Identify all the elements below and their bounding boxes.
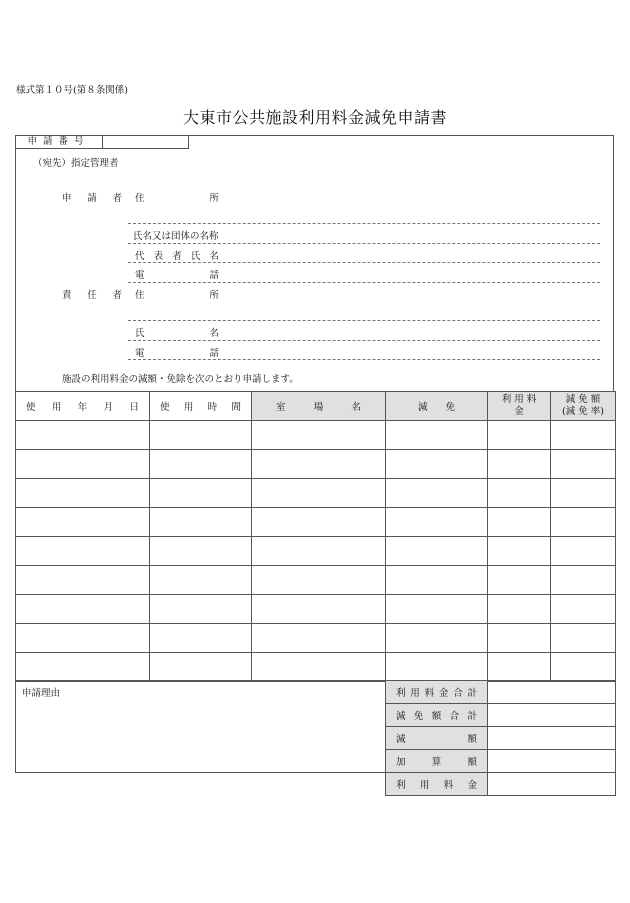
application-number-input[interactable] — [104, 135, 188, 149]
table-cell[interactable] — [488, 624, 551, 653]
summary-value[interactable] — [488, 704, 616, 727]
responsible-label: 責 任 者 — [62, 290, 122, 301]
table-cell[interactable] — [488, 595, 551, 624]
table-cell[interactable] — [252, 595, 386, 624]
table-cell[interactable] — [386, 450, 488, 479]
responsible-name-input[interactable] — [230, 323, 600, 338]
header-time: 使 用 時 間 — [150, 392, 252, 421]
table-cell[interactable] — [16, 595, 150, 624]
table-cell[interactable] — [386, 537, 488, 566]
summary-row — [16, 773, 616, 796]
summary-value[interactable] — [488, 750, 616, 773]
table-cell[interactable] — [252, 624, 386, 653]
table-cell[interactable] — [150, 595, 252, 624]
table-row — [16, 653, 616, 682]
summary-label: 利 用 料 金 合 計 — [386, 681, 488, 704]
header-fee: 利 用 料 金 — [488, 392, 551, 421]
divider — [128, 223, 600, 224]
table-cell[interactable] — [16, 479, 150, 508]
table-cell[interactable] — [16, 421, 150, 450]
statement: 施設の利用料金の減額・免除を次のとおり申請します。 — [62, 374, 299, 385]
table-cell[interactable] — [551, 624, 616, 653]
table-cell[interactable] — [16, 450, 150, 479]
table-cell[interactable] — [551, 653, 616, 682]
table-cell[interactable] — [16, 566, 150, 595]
responsible-name-label: 氏 名 — [135, 328, 219, 339]
applicant-name-label: 氏名又は団体の名称 — [133, 231, 219, 242]
table-cell[interactable] — [252, 566, 386, 595]
applicant-address-label: 住 所 — [135, 193, 219, 204]
summary-label: 加 算 額 — [386, 750, 488, 773]
applicant-address-input[interactable] — [230, 188, 600, 220]
applicant-phone-label: 電 話 — [135, 270, 219, 281]
summary-label: 減 額 — [386, 727, 488, 750]
table-cell[interactable] — [150, 537, 252, 566]
table-cell[interactable] — [252, 508, 386, 537]
table-cell[interactable] — [150, 421, 252, 450]
summary-label: 減 免 額 合 計 — [386, 704, 488, 727]
responsible-address-label: 住 所 — [135, 290, 219, 301]
table-cell[interactable] — [551, 421, 616, 450]
representative-input[interactable] — [230, 246, 600, 261]
representative-label: 代 表 者 氏 名 — [135, 251, 219, 262]
table-cell[interactable] — [488, 479, 551, 508]
table-cell[interactable] — [386, 566, 488, 595]
table-cell[interactable] — [150, 450, 252, 479]
table-row — [16, 508, 616, 537]
reason-label: 申請理由 — [22, 688, 61, 699]
reason-summary-table — [15, 680, 616, 796]
responsible-address-input[interactable] — [230, 285, 600, 317]
table-cell[interactable] — [386, 421, 488, 450]
table-cell[interactable] — [488, 566, 551, 595]
table-cell[interactable] — [16, 508, 150, 537]
table-cell[interactable] — [150, 566, 252, 595]
divider — [128, 340, 600, 341]
table-cell[interactable] — [252, 479, 386, 508]
table-cell[interactable] — [252, 537, 386, 566]
table-cell[interactable] — [386, 653, 488, 682]
divider — [128, 262, 600, 263]
form-number: 様式第１０号(第８条関係) — [16, 85, 128, 96]
table-cell[interactable] — [150, 479, 252, 508]
divider — [128, 320, 600, 321]
summary-row — [16, 681, 616, 704]
table-header-row — [16, 392, 616, 421]
summary-label: 利 用 料 金 — [386, 773, 488, 796]
page-title: 大東市公共施設利用料金減免申請書 — [182, 108, 447, 127]
table-cell[interactable] — [16, 537, 150, 566]
table-cell[interactable] — [16, 624, 150, 653]
table-row — [16, 537, 616, 566]
summary-value[interactable] — [488, 681, 616, 704]
table-cell[interactable] — [488, 537, 551, 566]
table-row — [16, 566, 616, 595]
applicant-label: 申 請 者 — [62, 193, 122, 204]
table-cell[interactable] — [16, 653, 150, 682]
summary-value[interactable] — [488, 727, 616, 750]
header-room: 室 場 名 — [252, 392, 386, 421]
table-cell[interactable] — [551, 595, 616, 624]
table-cell[interactable] — [551, 537, 616, 566]
table-cell[interactable] — [150, 624, 252, 653]
responsible-phone-label: 電 話 — [135, 348, 219, 359]
header-exemption-amount: 減 免 額 (減 免 率) — [551, 392, 616, 421]
usage-table — [15, 391, 616, 682]
table-cell[interactable] — [252, 421, 386, 450]
table-row — [16, 595, 616, 624]
table-cell[interactable] — [488, 508, 551, 537]
header-exemption: 減 免 — [386, 392, 488, 421]
table-row — [16, 624, 616, 653]
table-cell[interactable] — [150, 653, 252, 682]
table-cell[interactable] — [150, 508, 252, 537]
table-cell[interactable] — [488, 653, 551, 682]
table-cell[interactable] — [386, 624, 488, 653]
table-row — [16, 421, 616, 450]
table-cell[interactable] — [252, 450, 386, 479]
application-number-label: 申請番号 — [15, 135, 103, 149]
table-cell[interactable] — [551, 450, 616, 479]
table-cell[interactable] — [551, 566, 616, 595]
divider — [128, 359, 600, 360]
addressee: （宛先）指定管理者 — [33, 158, 119, 169]
table-cell[interactable] — [386, 508, 488, 537]
table-row — [16, 479, 616, 508]
summary-value[interactable] — [488, 773, 616, 796]
table-cell[interactable] — [488, 450, 551, 479]
divider — [128, 282, 600, 283]
table-cell[interactable] — [551, 508, 616, 537]
table-cell[interactable] — [386, 595, 488, 624]
table-cell[interactable] — [386, 479, 488, 508]
divider — [128, 243, 600, 244]
reason-field[interactable] — [16, 681, 386, 773]
header-date: 使 用 年 月 日 — [16, 392, 150, 421]
blank-cell — [16, 773, 386, 796]
responsible-phone-input[interactable] — [230, 343, 600, 358]
table-cell[interactable] — [551, 479, 616, 508]
table-row — [16, 450, 616, 479]
applicant-name-input[interactable] — [230, 226, 600, 241]
applicant-phone-input[interactable] — [230, 265, 600, 280]
table-cell[interactable] — [488, 421, 551, 450]
table-cell[interactable] — [252, 653, 386, 682]
